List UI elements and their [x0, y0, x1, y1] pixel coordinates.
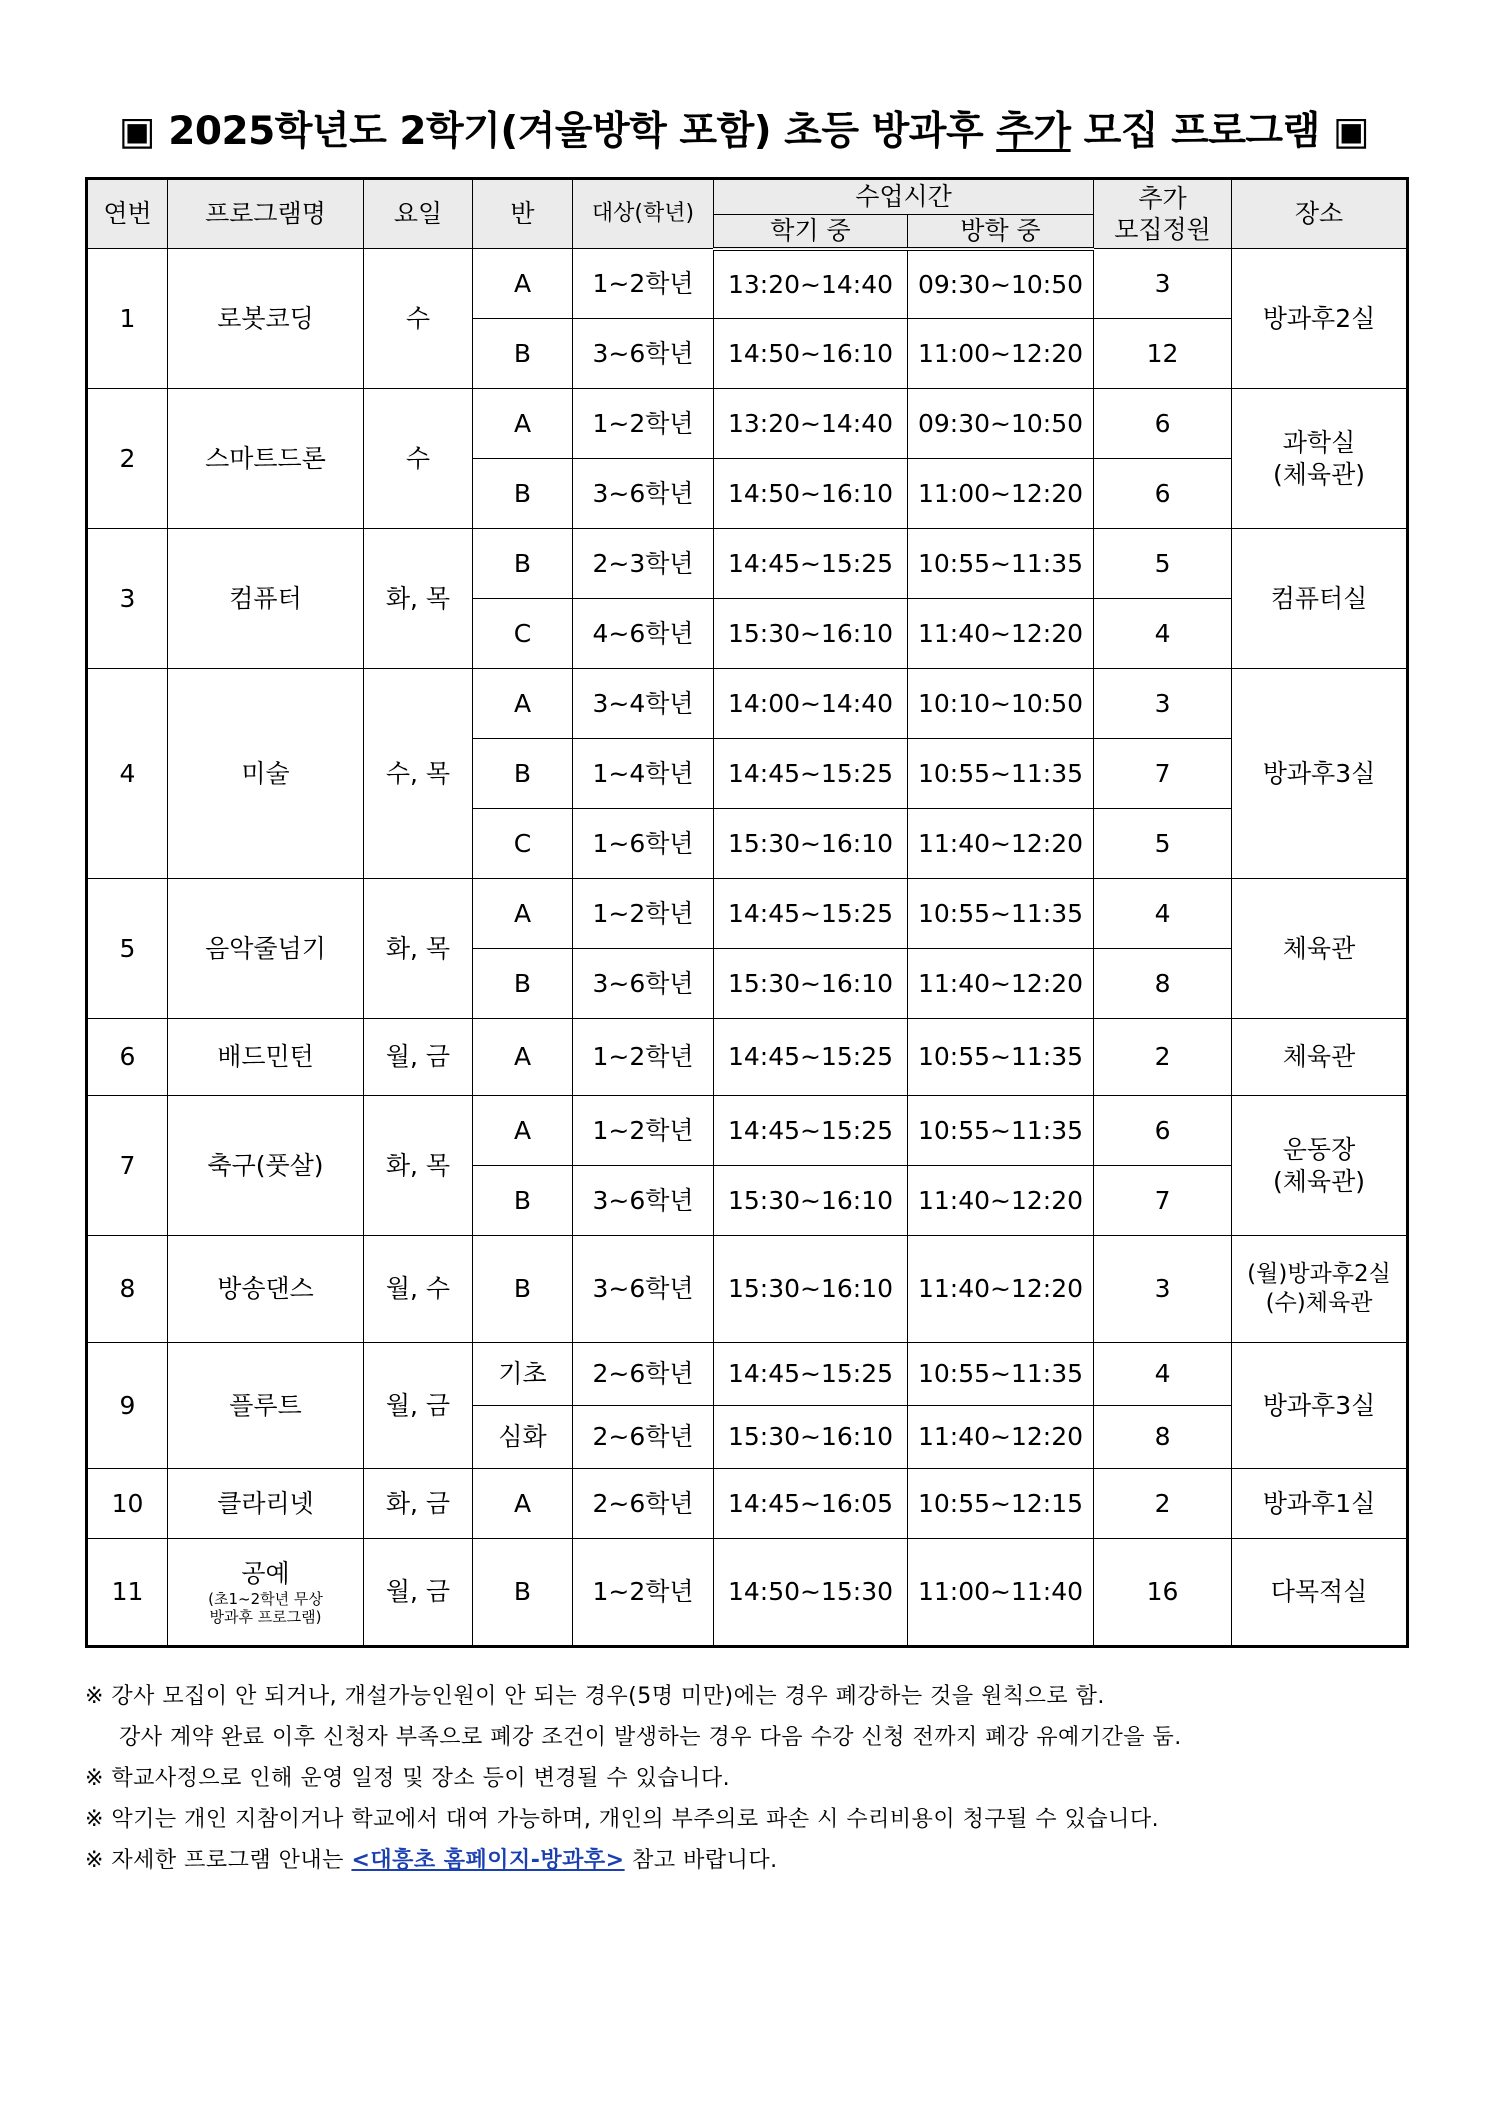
- table-row: [87, 669, 1408, 739]
- program-class: B: [473, 319, 573, 389]
- table-row: [87, 249, 1408, 319]
- program-vacation-time: 11:40~12:20: [908, 1236, 1094, 1343]
- program-term-time: 14:00~14:40: [714, 669, 908, 739]
- program-class: B: [473, 949, 573, 1019]
- program-class: C: [473, 599, 573, 669]
- program-target: 3~6학년: [573, 1236, 714, 1343]
- program-term-time: 15:30~16:10: [714, 1166, 908, 1236]
- program-no: 8: [87, 1236, 168, 1343]
- program-target: 1~2학년: [573, 1096, 714, 1166]
- program-name: 플루트: [168, 1343, 364, 1469]
- program-place: 방과후3실: [1232, 669, 1408, 879]
- program-vacation-time: 10:55~11:35: [908, 879, 1094, 949]
- program-place: [1232, 1096, 1408, 1236]
- program-term-time: 14:45~15:25: [714, 1019, 908, 1096]
- program-quota: 4: [1094, 599, 1232, 669]
- program-name: 음악줄넘기: [168, 879, 364, 1019]
- program-vacation-time: 11:40~12:20: [908, 809, 1094, 879]
- table-row: [87, 529, 1408, 599]
- program-class: A: [473, 389, 573, 459]
- header-quota: [1094, 179, 1232, 249]
- program-day: 월, 금: [364, 1539, 473, 1647]
- program-day: 화, 목: [364, 529, 473, 669]
- program-vacation-time: 10:10~10:50: [908, 669, 1094, 739]
- title-underlined-word: 추가: [996, 109, 1071, 154]
- table-row: [87, 1096, 1408, 1166]
- program-target: 2~3학년: [573, 529, 714, 599]
- program-class: A: [473, 249, 573, 319]
- header-program: 프로그램명: [168, 179, 364, 249]
- program-quota: 6: [1094, 1096, 1232, 1166]
- program-term-time: 14:45~15:25: [714, 529, 908, 599]
- program-no: 10: [87, 1469, 168, 1539]
- program-term-time: 14:45~16:05: [714, 1469, 908, 1539]
- program-target: 1~2학년: [573, 389, 714, 459]
- program-vacation-time: 11:00~12:20: [908, 459, 1094, 529]
- program-name: 방송댄스: [168, 1236, 364, 1343]
- header-class: 반: [473, 179, 573, 249]
- header-quota-line2: 모집정원: [1114, 215, 1211, 244]
- program-no: 11: [87, 1539, 168, 1647]
- table-row: [87, 1539, 1408, 1647]
- header-row: [87, 179, 1408, 215]
- program-place: 방과후1실: [1232, 1469, 1408, 1539]
- program-target: 1~6학년: [573, 809, 714, 879]
- program-term-time: 14:50~16:10: [714, 319, 908, 389]
- program-place: 체육관: [1232, 1019, 1408, 1096]
- program-term-time: 14:45~15:25: [714, 1096, 908, 1166]
- program-place: 체육관: [1232, 879, 1408, 1019]
- note-1: ※ 강사 모집이 안 되거나, 개설가능인원이 안 되는 경우(5명 미만)에는 경우 폐강하는 것을 원칙으로 함.: [85, 1684, 1105, 1709]
- program-quota: 16: [1094, 1539, 1232, 1647]
- program-day: 월, 금: [364, 1343, 473, 1469]
- place-line1: 과학실: [1282, 428, 1356, 458]
- program-day: 수, 목: [364, 669, 473, 879]
- note-4-suffix: 참고 바랍니다.: [624, 1848, 778, 1873]
- program-name: 미술: [168, 669, 364, 879]
- program-class: 심화: [473, 1406, 573, 1469]
- note-4-prefix: ※ 자세한 프로그램 안내는: [85, 1848, 352, 1873]
- program-target: 1~4학년: [573, 739, 714, 809]
- program-quota: 5: [1094, 809, 1232, 879]
- program-quota: 2: [1094, 1019, 1232, 1096]
- note-2: ※ 학교사정으로 인해 운영 일정 및 장소 등이 변경될 수 있습니다.: [85, 1766, 731, 1791]
- program-vacation-time: 11:40~12:20: [908, 949, 1094, 1019]
- program-class: 기초: [473, 1343, 573, 1406]
- program-quota: 6: [1094, 459, 1232, 529]
- program-vacation-time: 11:40~12:20: [908, 599, 1094, 669]
- notes-section: [85, 1676, 1425, 1881]
- program-no: 7: [87, 1096, 168, 1236]
- program-term-time: 14:45~15:25: [714, 739, 908, 809]
- program-target: 3~6학년: [573, 949, 714, 1019]
- table-row: [87, 1236, 1408, 1343]
- header-during-vacation: 방학 중: [908, 215, 1094, 249]
- program-name: [168, 1539, 364, 1647]
- program-target: 3~6학년: [573, 1166, 714, 1236]
- program-quota: 7: [1094, 739, 1232, 809]
- program-term-time: 14:50~15:30: [714, 1539, 908, 1647]
- program-quota: 3: [1094, 669, 1232, 739]
- table-row: [87, 1343, 1408, 1406]
- program-class: A: [473, 879, 573, 949]
- header-place: 장소: [1232, 179, 1408, 249]
- program-no: 1: [87, 249, 168, 389]
- program-no: 6: [87, 1019, 168, 1096]
- program-quota: 8: [1094, 949, 1232, 1019]
- program-day: 화, 목: [364, 1096, 473, 1236]
- program-quota: 4: [1094, 879, 1232, 949]
- program-vacation-time: 10:55~11:35: [908, 739, 1094, 809]
- table-row: [87, 389, 1408, 459]
- program-quota: 12: [1094, 319, 1232, 389]
- program-no: 4: [87, 669, 168, 879]
- program-vacation-time: 11:40~12:20: [908, 1166, 1094, 1236]
- table-row: [87, 1019, 1408, 1096]
- program-target: 2~6학년: [573, 1469, 714, 1539]
- program-vacation-time: 10:55~11:35: [908, 1019, 1094, 1096]
- program-term-time: 15:30~16:10: [714, 599, 908, 669]
- program-place: 방과후3실: [1232, 1343, 1408, 1469]
- place-line2: (체육관): [1273, 1166, 1365, 1196]
- program-table: [85, 177, 1409, 1648]
- table-row: [87, 879, 1408, 949]
- program-target: 3~6학년: [573, 319, 714, 389]
- header-no: 연번: [87, 179, 168, 249]
- program-name: 스마트드론: [168, 389, 364, 529]
- program-target: 2~6학년: [573, 1406, 714, 1469]
- program-class: B: [473, 1166, 573, 1236]
- program-day: 화, 목: [364, 879, 473, 1019]
- program-vacation-time: 10:55~11:35: [908, 529, 1094, 599]
- place-line2: (체육관): [1273, 459, 1365, 489]
- program-term-time: 14:45~15:25: [714, 1343, 908, 1406]
- program-term-time: 15:30~16:10: [714, 949, 908, 1019]
- place-line1: (월)방과후2실: [1247, 1261, 1391, 1288]
- program-target: 2~6학년: [573, 1343, 714, 1406]
- program-target: 1~2학년: [573, 1019, 714, 1096]
- program-name: 배드민턴: [168, 1019, 364, 1096]
- program-target: 3~6학년: [573, 459, 714, 529]
- program-name: 로봇코딩: [168, 249, 364, 389]
- program-name: 축구(풋살): [168, 1096, 364, 1236]
- program-no: 2: [87, 389, 168, 529]
- header-target: 대상(학년): [573, 179, 714, 249]
- program-vacation-time: 11:00~11:40: [908, 1539, 1094, 1647]
- program-place: 컴퓨터실: [1232, 529, 1408, 669]
- program-name: 컴퓨터: [168, 529, 364, 669]
- program-term-time: 15:30~16:10: [714, 1406, 908, 1469]
- title-prefix: ▣ 2025학년도 2학기(겨울방학 포함) 초등 방과후: [118, 109, 997, 154]
- note-4: [85, 1840, 1425, 1881]
- header-time-group: 수업시간: [714, 179, 1094, 215]
- program-place: [1232, 389, 1408, 529]
- program-class: A: [473, 1469, 573, 1539]
- program-no: 3: [87, 529, 168, 669]
- note-1-continued: 강사 계약 완료 이후 신청자 부족으로 폐강 조건이 발생하는 경우 다음 수강 신청 전까지 폐강 유예기간을 둠.: [119, 1725, 1182, 1750]
- program-day: 화, 금: [364, 1469, 473, 1539]
- program-class: B: [473, 1236, 573, 1343]
- program-term-time: 15:30~16:10: [714, 809, 908, 879]
- program-class: B: [473, 529, 573, 599]
- program-name: 클라리넷: [168, 1469, 364, 1539]
- program-day: 수: [364, 389, 473, 529]
- place-line2: (수)체육관: [1265, 1290, 1373, 1316]
- program-class: B: [473, 739, 573, 809]
- program-day: 월, 금: [364, 1019, 473, 1096]
- program-class: B: [473, 1539, 573, 1647]
- program-quota: 4: [1094, 1343, 1232, 1406]
- page-title: [0, 100, 1488, 156]
- program-vacation-time: 10:55~11:35: [908, 1343, 1094, 1406]
- program-target: 3~4학년: [573, 669, 714, 739]
- program-class: C: [473, 809, 573, 879]
- program-quota: 3: [1094, 249, 1232, 319]
- header-quota-line1: 추가: [1138, 183, 1187, 213]
- title-suffix: 모집 프로그램 ▣: [1070, 109, 1370, 154]
- program-vacation-time: 11:40~12:20: [908, 1406, 1094, 1469]
- program-term-time: 13:20~14:40: [714, 389, 908, 459]
- program-day: 수: [364, 249, 473, 389]
- program-target: 1~2학년: [573, 879, 714, 949]
- program-term-time: 13:20~14:40: [714, 249, 908, 319]
- program-day: 월, 수: [364, 1236, 473, 1343]
- table-row: [87, 1469, 1408, 1539]
- program-name-note-line1: (초1~2학년 무상: [208, 1589, 323, 1608]
- program-term-time: 14:50~16:10: [714, 459, 908, 529]
- program-term-time: 15:30~16:10: [714, 1236, 908, 1343]
- program-quota: 3: [1094, 1236, 1232, 1343]
- header-day: 요일: [364, 179, 473, 249]
- program-quota: 6: [1094, 389, 1232, 459]
- header-during-term: 학기 중: [714, 215, 908, 249]
- program-class: B: [473, 459, 573, 529]
- program-class: A: [473, 1019, 573, 1096]
- program-name-main: 공예: [241, 1559, 290, 1589]
- program-quota: 5: [1094, 529, 1232, 599]
- program-vacation-time: 10:55~12:15: [908, 1469, 1094, 1539]
- program-vacation-time: 09:30~10:50: [908, 389, 1094, 459]
- program-no: 9: [87, 1343, 168, 1469]
- program-vacation-time: 09:30~10:50: [908, 249, 1094, 319]
- program-quota: 7: [1094, 1166, 1232, 1236]
- program-target: 1~2학년: [573, 1539, 714, 1647]
- place-line1: 운동장: [1282, 1135, 1356, 1165]
- program-target: 4~6학년: [573, 599, 714, 669]
- homepage-link[interactable]: <대흥초 홈페이지-방과후>: [351, 1848, 625, 1873]
- program-quota: 2: [1094, 1469, 1232, 1539]
- program-term-time: 14:45~15:25: [714, 879, 908, 949]
- program-name-note-line2: 방과후 프로그램): [209, 1607, 322, 1626]
- program-place: [1232, 1236, 1408, 1343]
- program-vacation-time: 11:00~12:20: [908, 319, 1094, 389]
- program-quota: 8: [1094, 1406, 1232, 1469]
- program-no: 5: [87, 879, 168, 1019]
- program-vacation-time: 10:55~11:35: [908, 1096, 1094, 1166]
- program-class: A: [473, 669, 573, 739]
- note-3: ※ 악기는 개인 지참이거나 학교에서 대여 가능하며, 개인의 부주의로 파손 시 수리비용이 청구될 수 있습니다.: [85, 1807, 1160, 1832]
- program-target: 1~2학년: [573, 249, 714, 319]
- program-class: A: [473, 1096, 573, 1166]
- program-place: 다목적실: [1232, 1539, 1408, 1647]
- program-place: 방과후2실: [1232, 249, 1408, 389]
